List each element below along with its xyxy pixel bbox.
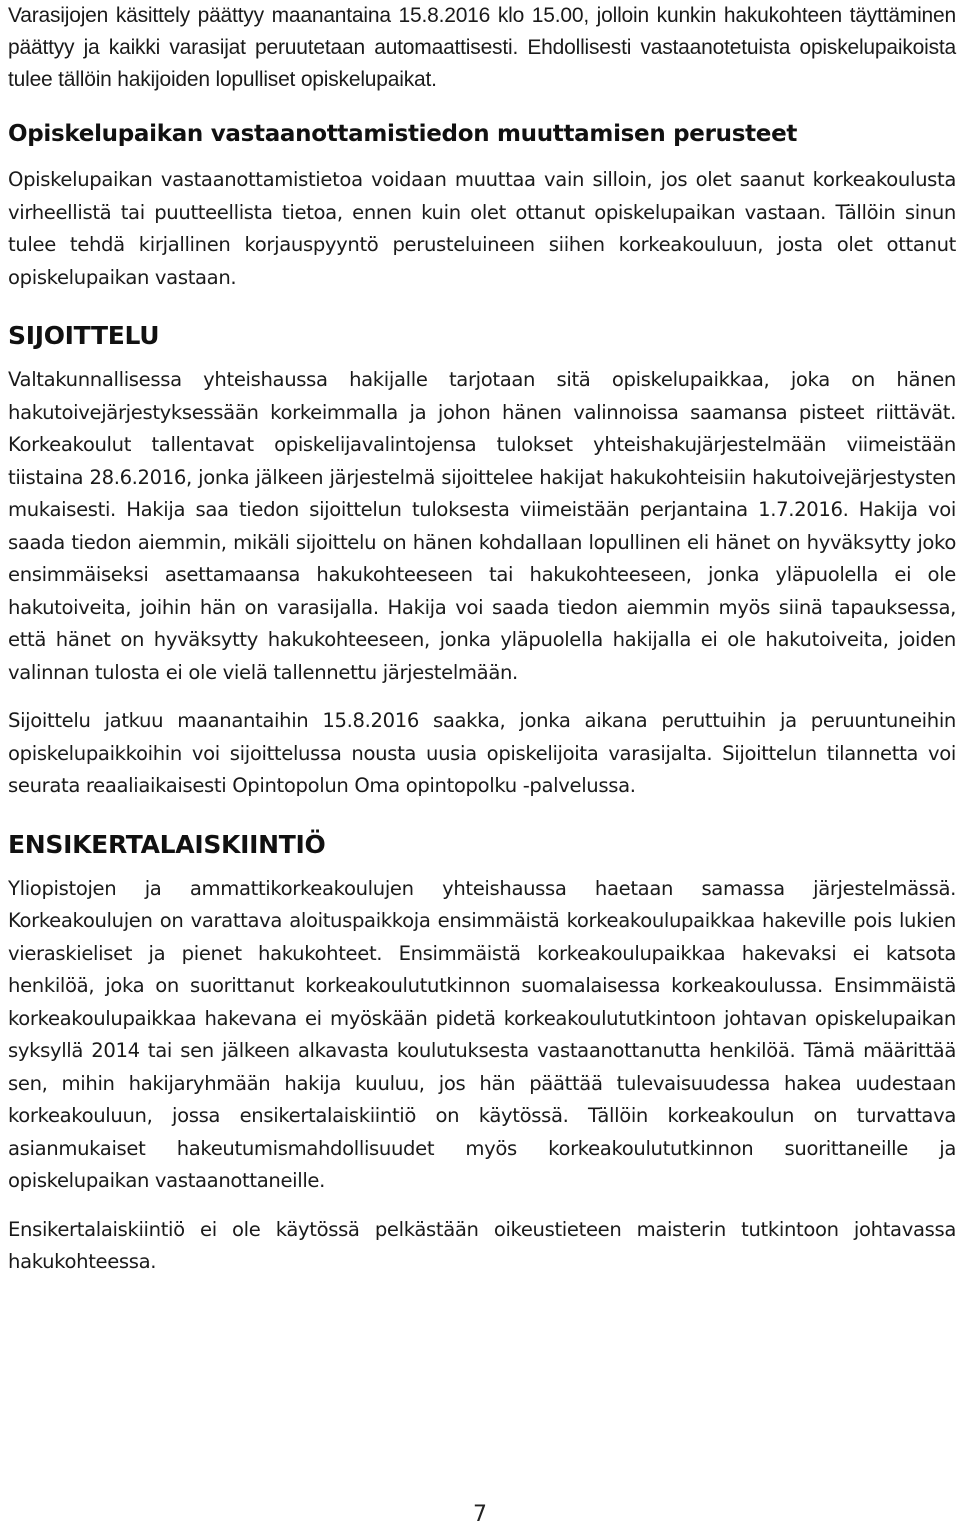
paragraph-ensikertalais-1: Yliopistojen ja ammattikorkeakoulujen yhteishaussa haetaan samassa järjestelmässä. Korkeakoulujen on varattava aloituspaikkoja ensimmäistä korkeakoulupaikkaa hakeville pois lukien vieraskieliset ja pienet hakukohteet. Ensimmäistä korkeakoulupaikkaa hakevaksi ei katsota henkilöä, joka on suorittanut korkeakoulututkinnon suomalaisessa korkeakoulussa. Ensimmäistä korkeakoulupaikkaa hakevana ei myöskään pidetä korkeakoulututkintoon johtavan opiskelupaikan syksyllä 2014 tai sen jälkeen alkavasta koulutuksesta vastaanottanutta henkilöä. Tämä määrittää sen, mihin hakijaryhmään hakija kuuluu, jos hän päättää tulevaisuudessa hakea uudestaan korkeakouluun, jossa ensikertalaiskiintiö on käytössä. Tällöin korkeakoulun on turvattava asianmukaiset hakeutumismahdollisuudet myös korkeakoulututkinnon suorittaneille ja opiskelupaikan vastaanottaneille. [8, 876, 956, 1192]
heading-sijoittelu: SIJOITTELU [8, 321, 160, 350]
document-page [8, 0, 956, 1295]
paragraph-sijoittelu-2: Sijoittelu jatkuu maanantaihin 15.8.2016 saakka, jonka aikana peruttuihin ja peruuntuneihin opiskelupaikkoihin voi sijoittelussa nousta uusia opiskelijoita varasijalta. Sijoittelun tilannetta voi seurata reaaliaikaisesti Opintopolun Oma opintopolku -palvelussa. [8, 709, 956, 797]
page-number: 7 [473, 1502, 487, 1527]
heading-vastaanottamistiedon-muuttaminen: Opiskelupaikan vastaanottamistiedon muuttamisen perusteet [8, 121, 798, 147]
intro-paragraph: Varasijojen käsittely päättyy maanantaina 15.8.2016 klo 15.00, jolloin kunkin hakukohteen täyttäminen päättyy ja kaikki varasijat peruutetaan automaattisesti. Ehdollisesti vastaanotetuista opiskelupaikoista tulee tällöin hakijoiden lopulliset opiskelupaikat. [8, 4, 956, 91]
intro-block [8, 0, 956, 96]
paragraph-ensikertalais-2: Ensikertalaiskiintiö ei ole käytössä pelkästään oikeustieteen maisterin tutkintoon johtavassa hakukohteessa. [8, 1217, 956, 1273]
paragraph-vastaanotto-muutos: Opiskelupaikan vastaanottamistietoa voidaan muuttaa vain silloin, jos olet saanut korkeakoulusta virheellistä tai puutteellista tietoa, ennen kuin olet ottanut opiskelupaikan vastaan. Tällöin sinun tulee tehdä kirjallinen korjauspyyntö perusteluineen siihen korkeakouluun, josta olet ottanut opiskelupaikan vastaan. [8, 168, 956, 289]
paragraph-sijoittelu-1: Valtakunnallisessa yhteishaussa hakijalle tarjotaan sitä opiskelupaikkaa, joka on hänen hakutoivejärjestyksessään korkeimmalla ja johon hänen valinnoissa saamansa pisteet riittävät. Korkeakoulut tallentavat opiskelijavalintojensa tulokset yhteishakujärjestelmään viimeistään tiistaina 28.6.2016, jonka jälkeen järjestelmä sijoittelee hakijat hakukohteisiin hakutoivejärjestysten mukaisesti. Hakija saa tiedon sijoittelun tuloksesta viimeistään perjantaina 1.7.2016. Hakija voi saada tiedon aiemmin, mikäli sijoittelu on hänen kohdallaan lopullinen eli hänet on hyväksytty joko ensimmäiseksi asettamaansa hakukohteeseen tai hakukohteeseen, jonka yläpuolella ei ole hakutoiveita, joihin hän on varasijalla. Hakija voi saada tiedon aiemmin myös siinä tapauksessa, että hänet on hyväksytty hakukohteeseen, jonka yläpuolella hakijalla ei ole hakutoiveita, joiden valinnan tulosta ei ole vielä tallennettu järjestelmään. [8, 368, 956, 684]
heading-ensikertalaiskiintio: ENSIKERTALAISKIINTIÖ [8, 829, 326, 859]
